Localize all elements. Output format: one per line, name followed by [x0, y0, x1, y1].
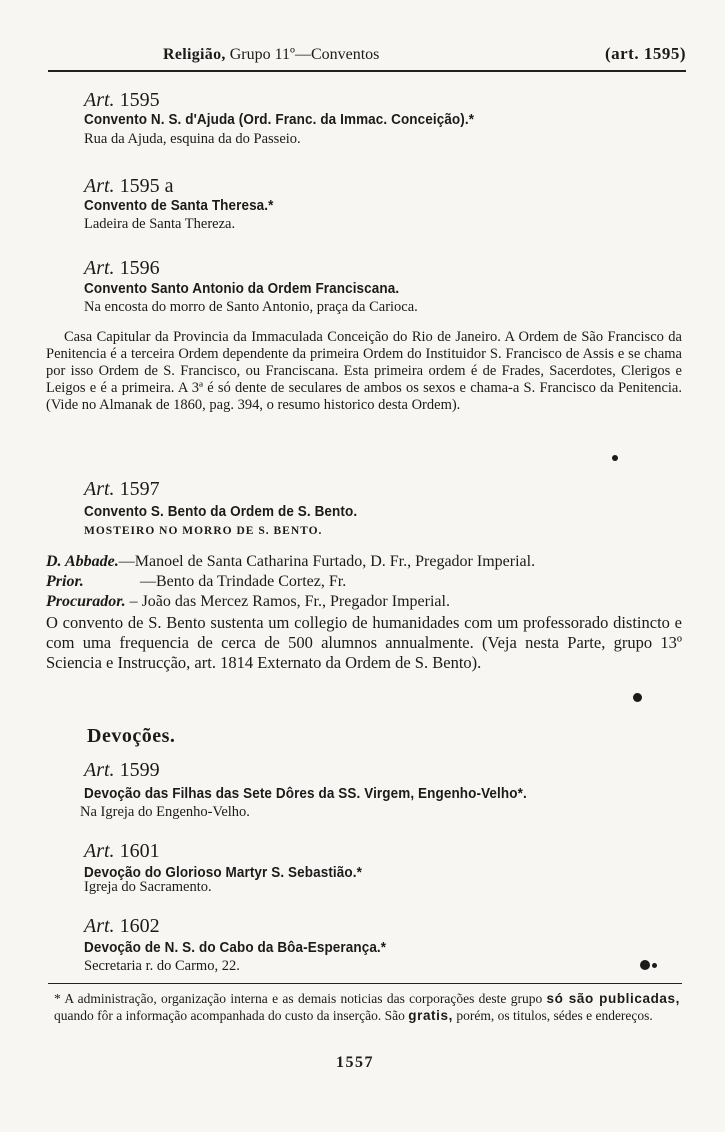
footnote-text: * A administração, organização interna e as demais noticias das corporações deste grupo: [54, 991, 543, 1006]
entry-address: Secretaria r. do Carmo, 22.: [84, 958, 240, 974]
entry-title: Devoção do Glorioso Martyr S. Sebastião.*: [84, 864, 362, 881]
role-label: D. Abbade.: [46, 553, 119, 570]
article-heading: [84, 478, 160, 501]
entry-title: Convento S. Bento da Ordem de S. Bento.: [84, 503, 358, 520]
role-row-abbade: [46, 553, 535, 571]
article-number: 1595: [119, 89, 160, 111]
role-label: Prior.: [46, 573, 84, 590]
article-heading: [84, 257, 160, 280]
role-name: —Manoel de Santa Catharina Furtado, D. Fr., Pregador Imperial.: [118, 553, 536, 570]
entry-address: Na encosta do morro de Santo Antonio, praça da Carioca.: [84, 299, 418, 315]
footnote-rule: [48, 983, 682, 984]
entry-title: Convento Santo Antonio da Ordem Franciscana.: [84, 280, 400, 297]
entry-subtitle: MOSTEIRO NO MORRO DE S. BENTO.: [84, 525, 323, 537]
article-heading: [84, 759, 160, 782]
header-article-ref: (art. 1595): [604, 44, 686, 63]
article-label: Art.: [84, 257, 115, 279]
article-number: 1596: [119, 257, 160, 279]
article-heading: [84, 915, 160, 938]
article-number: 1597: [119, 478, 160, 500]
article-number: 1602: [119, 915, 160, 937]
entry-paragraph: [46, 329, 682, 414]
footnote: [54, 990, 680, 1024]
article-number: 1595 a: [119, 175, 174, 197]
paragraph-text: Casa Capitular da Provincia da Immaculada Conceição do Rio de Janeiro. A Ordem de São Francisco da Penitencia é a terceira Ordem dependente da primeira Ordem do Instituidor S. Francisco de Assis e se chama por isso Ordem de S. Francisco, ou Franciscana. Esta primeira ordem é de Frades, Sacerdotes, Clerigos e Leigos e é a primeira. A 3ª é só dente de seculares de ambos os sexos e chama-a S. Francisco da Penitencia. (Vide no Almanak de 1860, pag. 394, o resumo historico desta Ordem).: [46, 329, 682, 413]
article-label: Art.: [84, 175, 115, 197]
role-row-procurador: [46, 593, 450, 611]
article-heading: [84, 840, 160, 863]
role-label: Procurador.: [46, 593, 126, 610]
article-label: Art.: [84, 478, 115, 500]
article-heading: [84, 89, 160, 112]
article-heading: [84, 175, 173, 198]
entry-address: Igreja do Sacramento.: [84, 879, 212, 895]
role-row-prior: [46, 573, 346, 591]
article-label: Art.: [84, 759, 115, 781]
page-number: 1557: [336, 1054, 374, 1071]
entry-title: Devoção de N. S. do Cabo da Bôa-Esperança.*: [84, 939, 387, 956]
entry-title: Convento N. S. d'Ajuda (Ord. Franc. da Immac. Conceição).*: [84, 111, 475, 128]
article-number: 1599: [119, 759, 160, 781]
header-title: [163, 46, 379, 64]
ink-speck: [612, 455, 618, 461]
running-header: [48, 44, 686, 72]
role-name: —Bento da Trindade Cortez, Fr.: [140, 573, 347, 590]
paragraph-text: O convento de S. Bento sustenta um collegio de humanidades com um professorado distincto e com uma frequencia de cerca de 500 alumnos annualmente. (Veja nesta Parte, grupo 13º Sciencia e Instrucção, art. 1814 Externato da Ordem de S. Bento).: [46, 613, 682, 672]
ink-speck: [652, 963, 657, 968]
entry-title: Devoção das Filhas das Sete Dôres da SS. Virgem, Engenho-Velho*.: [84, 785, 527, 802]
entry-title: Convento de Santa Theresa.*: [84, 197, 274, 214]
ink-speck: [633, 693, 642, 702]
ink-speck: [640, 960, 650, 970]
article-label: Art.: [84, 840, 115, 862]
header-subsection: Grupo 11º—Conventos: [229, 46, 380, 63]
entry-address: Rua da Ajuda, esquina da do Passeio.: [84, 131, 301, 147]
footnote-emphasis: só são publicadas,: [546, 991, 680, 1006]
header-section: Religião,: [163, 46, 226, 63]
footnote-emphasis: gratis,: [408, 1008, 453, 1023]
entry-paragraph: [46, 613, 682, 673]
section-title: Devoções.: [87, 725, 176, 747]
role-name: – João das Mercez Ramos, Fr., Pregador Imperial.: [129, 593, 450, 610]
entry-address: Ladeira de Santa Thereza.: [84, 216, 236, 232]
article-label: Art.: [84, 89, 115, 111]
article-label: Art.: [84, 915, 115, 937]
footnote-text: porém, os titulos, sédes e endereços.: [456, 1008, 653, 1023]
article-number: 1601: [119, 840, 160, 862]
entry-address: Na Igreja do Engenho-Velho.: [80, 804, 250, 820]
footnote-text: quando fôr a informação acompanhada do custo da inserção. São: [54, 1008, 405, 1023]
